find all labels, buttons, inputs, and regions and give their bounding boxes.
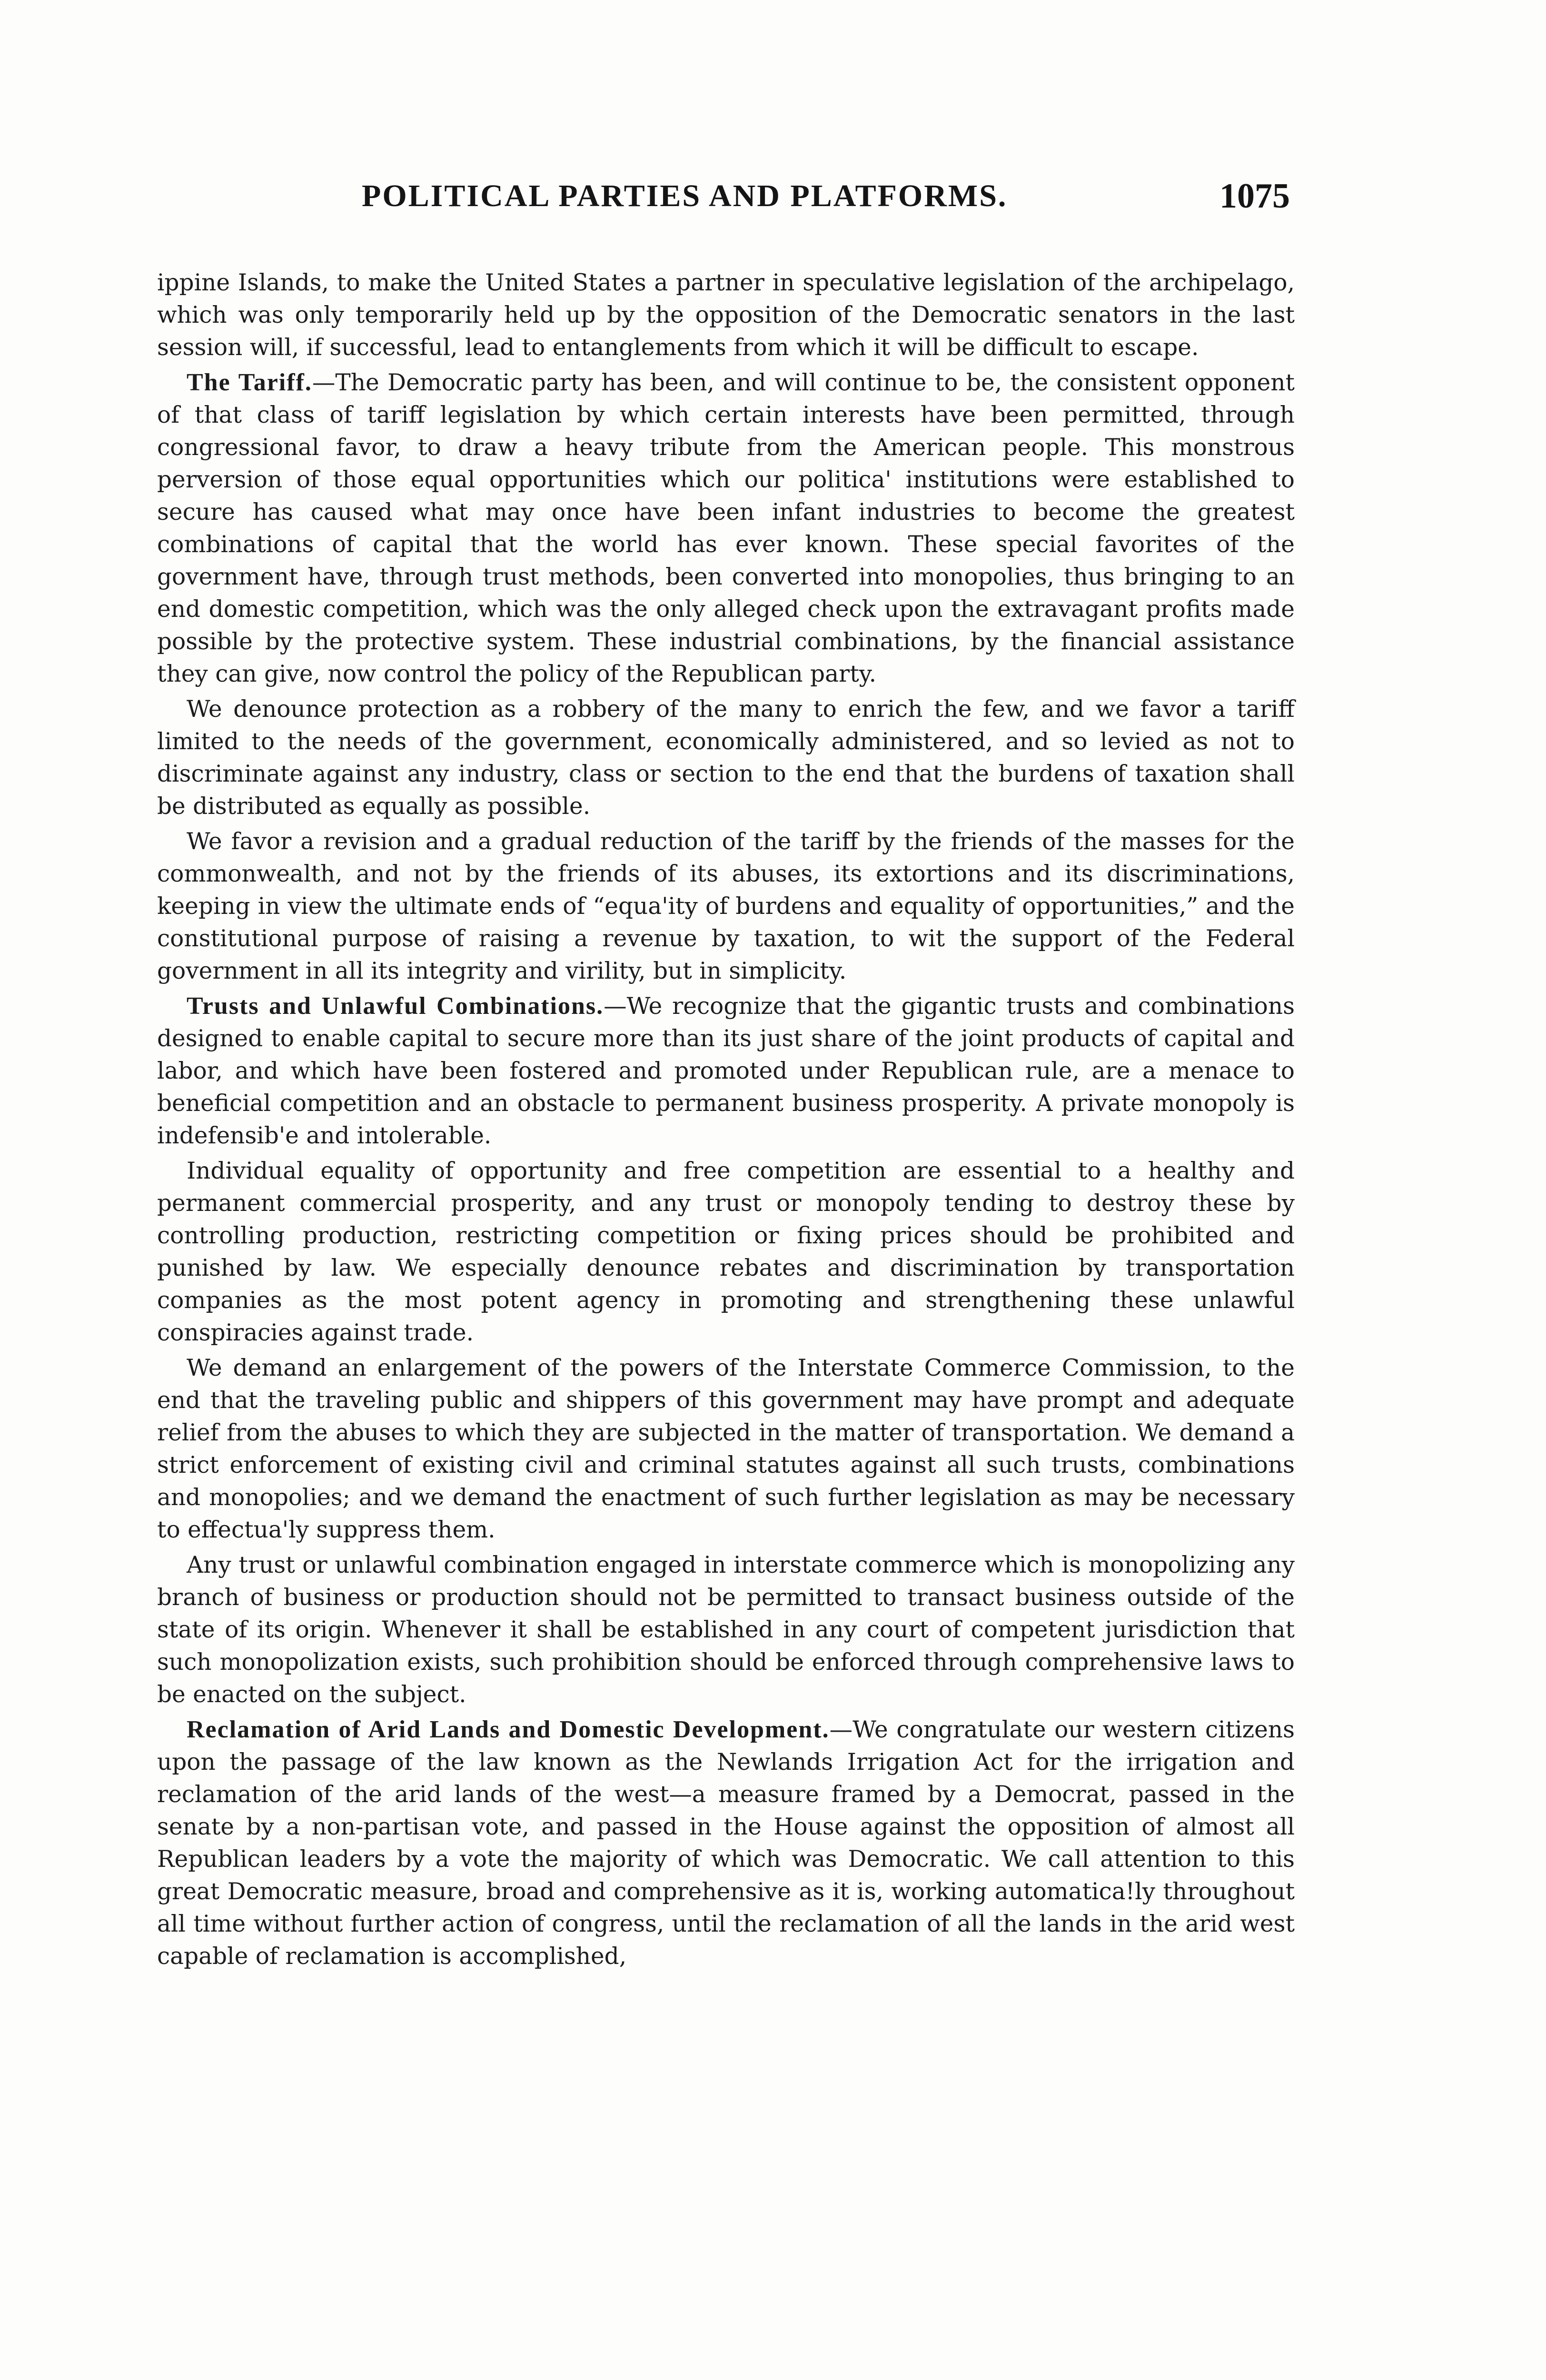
paragraph-philippine-continuation: ippine Islands, to make the United States a partner in speculative legislation of the archipelago, which was only temporarily held up by the opposition of the Democratic senators in the last session will, if successful, lead to entanglements from which it will be difficult to escape. [157,269,1295,361]
section-title-reclamation: Reclamation of Arid Lands and Domestic Development. [187,1716,830,1743]
paragraph-reclamation [157,1714,1295,1973]
paragraph-tariff-text: —The Democratic party has been, and will continue to be, the consistent opponent of that class of tariff legislation by which certain interests have been permitted, through congressional favor, to draw a heavy tribute from the American people. This monstrous perversion of those equal opportunities which our politica' institutions were established to secure has caused what may once have been infant industries to become the greatest combinations of capital that the world has ever known. These special favorites of the government have, through trust methods, been converted into monopolies, thus bringing to an end domestic competition, which was the only alleged check upon the extravagant profits made possible by the protective system. These industrial combinations, by the financial assistance they can give, now control the policy of the Republican party. [157,369,1295,687]
paragraph-trusts [157,990,1295,1152]
paragraph-denounce-protection: We denounce protection as a robbery of the many to enrich the few, and we favor a tariff limited to the needs of the government, economically administered, and so levied as not to discriminate against any industry, class or section to the end that the burdens of taxation shall be distributed as equally as possible. [157,696,1295,820]
section-title-tariff: The Tariff. [187,369,312,396]
paragraph-individual-equality: Individual equality of opportunity and free competition are essential to a healthy and permanent commercial prosperity, and any trust or monopoly tending to destroy these by controlling production, restricting competition or fixing prices should be prohibited and punished by law. We especially denounce rebates and discrimination by transportation companies as the most potent agency in promoting and strengthening these unlawful conspiracies against trade. [157,1158,1295,1346]
running-title: POLITICAL PARTIES AND PLATFORMS. [362,178,1008,213]
page-number: 1075 [1219,177,1290,216]
paragraph-trusts-text: —We recognize that the gigantic trusts and combinations designed to enable capital to secure more than its just share of the joint products of capital and labor, and which have been fostered and promoted under Republican rule, are a menace to beneficial competition and an obstacle to permanent business prosperity. A private monopoly is indefensib'e and intolerable. [157,993,1295,1149]
paragraph-tariff [157,367,1295,690]
paragraph-unlawful-combination: Any trust or unlawful combination engaged in interstate commerce which is monopolizing any branch of business or production should not be permitted to transact business outside of the state of its origin. Whenever it shall be established in any court of competent jurisdiction that such monopolization exists, such prohibition should be enforced through comprehensive laws to be enacted on the subject. [157,1552,1295,1708]
page-header [157,171,1299,224]
paragraph-reclamation-text: —We congratulate our western citizens upon the passage of the law known as the Newlands Irrigation Act for the irrigation and reclamation of the arid lands of the west—a measure framed by a Democrat, passed in the senate by a non-partisan vote, and passed in the House against the opposition of almost all Republican leaders by a vote the majority of which was Democratic. We call attention to this great Democratic measure, broad and comprehensive as it is, working automatica!ly throughout all time without further action of congress, until the reclamation of all the lands in the arid west capable of reclamation is accomplished, [157,1716,1295,1970]
body-text [157,267,1295,1975]
section-title-trusts: Trusts and Unlawful Combinations. [187,992,604,1020]
paragraph-tariff-revision: We favor a revision and a gradual reduction of the tariff by the friends of the masses for the commonwealth, and not by the friends of its abuses, its extortions and its discriminations, keeping in view the ultimate ends of “equa'ity of burdens and equality of opportunities,” and the constitutional purpose of raising a revenue by taxation, to wit the support of the Federal government in all its integrity and virility, but in simplicity. [157,828,1295,984]
paragraph-interstate-commerce: We demand an enlargement of the powers of the Interstate Commerce Commission, to the end that the traveling public and shippers of this government may have prompt and adequate relief from the abuses to which they are subjected in the matter of transportation. We demand a strict enforcement of existing civil and criminal statutes against all such trusts, combinations and monopolies; and we demand the enactment of such further legislation as may be necessary to effectua'ly suppress them. [157,1355,1295,1543]
